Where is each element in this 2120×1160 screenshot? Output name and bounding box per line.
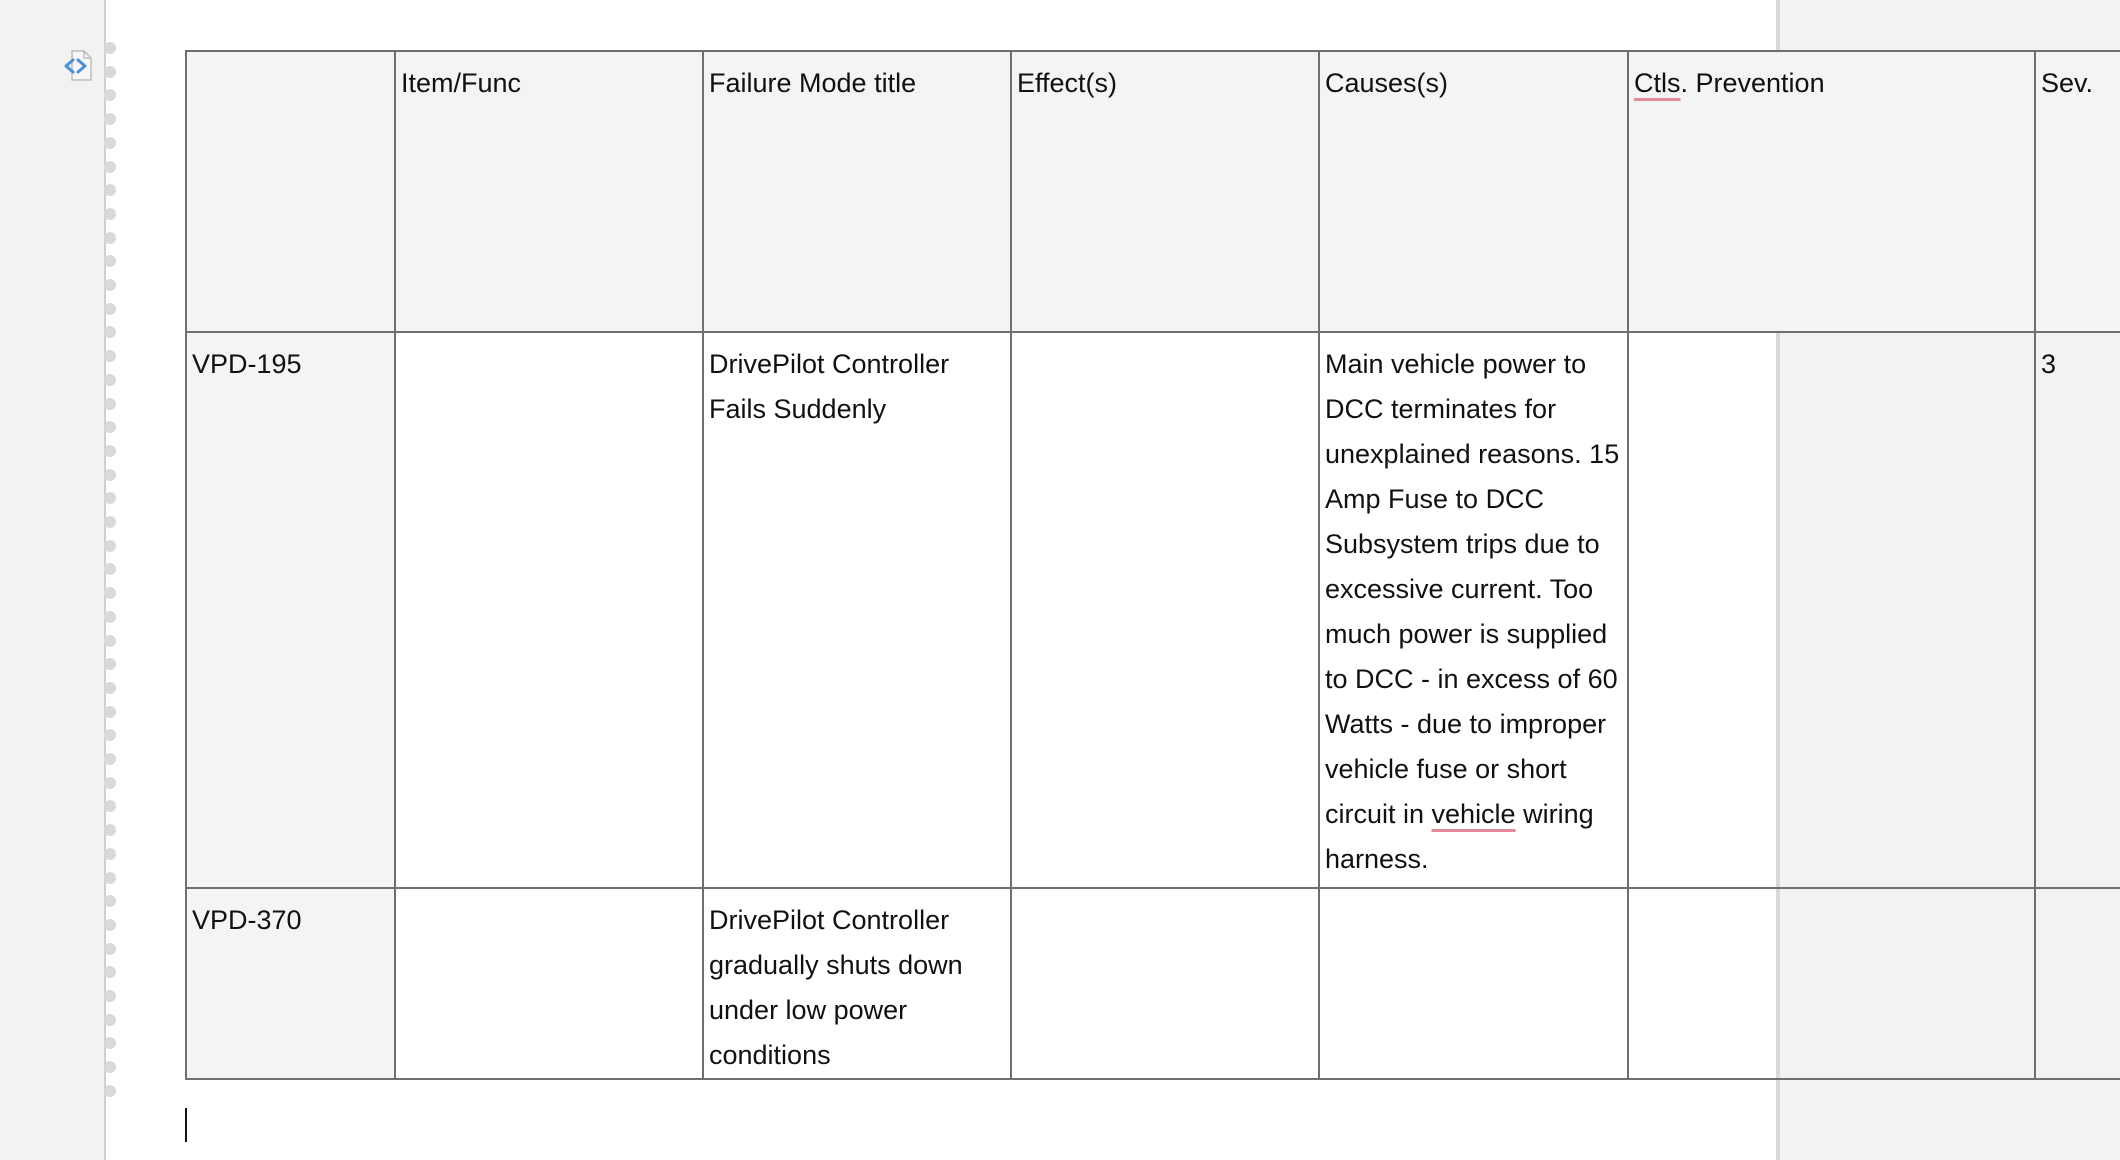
binding-dot: [104, 421, 116, 433]
binding-dot: [104, 895, 116, 907]
binding-dot: [104, 516, 116, 528]
table-row: [186, 332, 2120, 888]
binding-dot: [104, 919, 116, 931]
binding-dot: [104, 729, 116, 741]
header-cell-causes[interactable]: Causes(s): [1319, 51, 1628, 332]
code-view-icon[interactable]: [64, 49, 94, 83]
binding-dot: [104, 208, 116, 220]
causes-text: Main vehicle power to DCC terminates for unexplained reasons. 15 Amp Fuse to DCC Subsystem trips due to excessive current. Too much power is supplied to DCC - in excess of 60 Watts - due to improper vehicle fuse or short circuit in: [1325, 349, 1620, 829]
binding-dot: [104, 943, 116, 955]
cell-item-func[interactable]: [395, 332, 703, 888]
table-header-row: [186, 51, 2120, 332]
header-cell-item-func[interactable]: Item/Func: [395, 51, 703, 332]
binding-dot: [104, 113, 116, 125]
binding-dot: [104, 255, 116, 267]
cell-ctls-prevention[interactable]: [1628, 888, 2035, 1079]
binding-dot: [104, 635, 116, 647]
binding-dot: [104, 990, 116, 1002]
cell-causes[interactable]: [1319, 332, 1628, 888]
cell-ctls-prevention[interactable]: [1628, 332, 2035, 888]
binding-dot: [104, 611, 116, 623]
binding-dot: [104, 706, 116, 718]
binding-dot: [104, 563, 116, 575]
binding-dot: [104, 800, 116, 812]
binding-dot: [104, 966, 116, 978]
binding-dot: [104, 587, 116, 599]
cell-sev[interactable]: 3: [2035, 332, 2120, 888]
binding-dot: [104, 137, 116, 149]
binding-dot: [104, 1037, 116, 1049]
binding-dot: [104, 42, 116, 54]
cell-failure-mode[interactable]: DrivePilot Controller gradually shuts down under low power conditions: [703, 888, 1011, 1079]
binding-dot: [104, 1085, 116, 1097]
binding-dot: [104, 658, 116, 670]
cell-effects[interactable]: [1011, 332, 1319, 888]
binding-dot: [104, 777, 116, 789]
binding-dot: [104, 492, 116, 504]
binding-dot: [104, 303, 116, 315]
cell-sev[interactable]: [2035, 888, 2120, 1079]
binding-dot: [104, 184, 116, 196]
fmea-table[interactable]: [185, 50, 2120, 1080]
binding-dot: [104, 824, 116, 836]
spellcheck-underline[interactable]: vehicle: [1431, 799, 1516, 829]
binding-dot: [104, 753, 116, 765]
header-ctls-rest: . Prevention: [1680, 68, 1825, 98]
spellcheck-underline[interactable]: Ctls: [1634, 68, 1681, 98]
cell-effects[interactable]: [1011, 888, 1319, 1079]
binding-dot: [104, 326, 116, 338]
binding-dot: [104, 398, 116, 410]
binding-dot: [104, 872, 116, 884]
text-cursor: [185, 1108, 187, 1142]
cell-id[interactable]: VPD-195: [186, 332, 395, 888]
header-cell-failure-mode[interactable]: Failure Mode title: [703, 51, 1011, 332]
binding-dot: [104, 89, 116, 101]
cell-causes[interactable]: [1319, 888, 1628, 1079]
binding-dot: [104, 350, 116, 362]
binding-dot: [104, 66, 116, 78]
binding-dot: [104, 1061, 116, 1073]
causes-text-end: wiring harness.: [1325, 799, 1594, 874]
left-gutter: [0, 0, 106, 1160]
binding-dot: [104, 682, 116, 694]
cell-failure-mode[interactable]: DrivePilot Controller Fails Suddenly: [703, 332, 1011, 888]
binding-dot: [104, 161, 116, 173]
binding-dot: [104, 279, 116, 291]
binding-dot: [104, 848, 116, 860]
header-cell-sev[interactable]: Sev.: [2035, 51, 2120, 332]
binding-dot: [104, 1014, 116, 1026]
binding-dot: [104, 374, 116, 386]
page-binding-edge: [104, 42, 118, 1092]
binding-dot: [104, 540, 116, 552]
binding-dot: [104, 232, 116, 244]
table-row: [186, 888, 2120, 1079]
header-cell-ctls-prevention[interactable]: [1628, 51, 2035, 332]
header-cell-id[interactable]: [186, 51, 395, 332]
binding-dot: [104, 445, 116, 457]
cell-item-func[interactable]: [395, 888, 703, 1079]
cell-id[interactable]: VPD-370: [186, 888, 395, 1079]
header-cell-effects[interactable]: Effect(s): [1011, 51, 1319, 332]
binding-dot: [104, 469, 116, 481]
